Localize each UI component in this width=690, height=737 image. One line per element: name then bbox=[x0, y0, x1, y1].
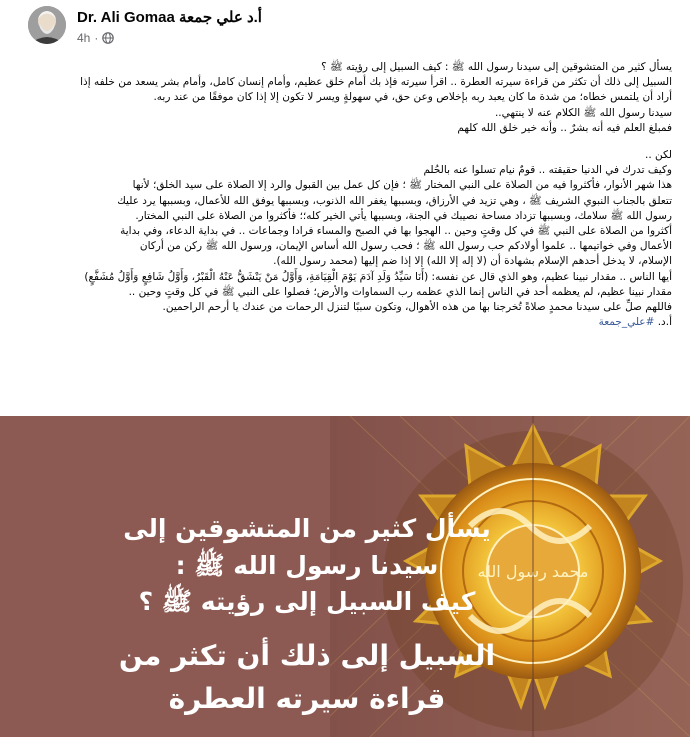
post-line: هذا شهر الأنوار، فأكثروا فيه من الصلاة على النبي المختار ﷺ ؛ فإن كل عمل بين القبول والرد إلا الصلاة على سيد الخلق؛ لأنها bbox=[132, 179, 672, 192]
post-line: الأعمال وفي خواتيمها .. علموا أولادكم حب رسول الله ﷺ ؛ فحب رسول الله أساس الإيمان، ورسول الله ﷺ ركن من أركان bbox=[139, 240, 672, 253]
post-signature-line bbox=[22, 315, 672, 330]
post-line: يسأل كثير من المتشوقين إلى سيدنا رسول الله ﷺ : كيف السبيل إلى رؤيته ﷺ ؟ bbox=[321, 61, 672, 73]
post-line: السبيل إلى ذلك أن تكثر من قراءة سيرته العطرة .. اقرأ سيرته فإذ بك أمام خلق عظيم، وأمام إنسان كامل، وأمام بشر يسعد من خلفه إذا bbox=[80, 76, 672, 89]
post-line: وكيف تدرك في الدنيا حقيقته .. قومٌ نيام تسلوا عنه بالحُلم bbox=[423, 164, 672, 177]
globe-icon bbox=[102, 32, 114, 44]
post-header bbox=[0, 0, 690, 50]
post-line: سيدنا رسول الله ﷺ الكلام عنه لا ينتهي.. bbox=[494, 106, 672, 119]
post-line: فاللهم صلِّ على سيدنا محمدٍ صلاةً تُخرجنا بها من هذه الأهوال، وتكون سببًا لتنزل الرحمات من عندك يا أرحم الراحمين. bbox=[162, 301, 672, 314]
post-time[interactable]: 4h bbox=[77, 31, 91, 45]
image-line: يسأل كثير من المتشوقين إلى bbox=[123, 514, 491, 543]
meta-separator: · bbox=[94, 31, 99, 45]
author-avatar[interactable] bbox=[28, 6, 66, 44]
post-line: تتعلق بالجناب النبوي الشريف ﷺ ، وهي تزيد في الأرزاق، وبسببها يغفر الله الذنوب، وبسببها يوفق الله للأعمال، وبسببها يرد عليك bbox=[117, 194, 672, 207]
author-name[interactable]: Dr. Ali Gomaa أ.د علي جمعة bbox=[77, 9, 262, 26]
post-line: رسول الله ﷺ سلامك، وبسببها تزداد مساحة نصيبك في الجنة، وبسببها يأتي الخير كله؛؛ فأكثروا من الصلاة على النبي المختار. bbox=[135, 209, 672, 222]
post-line: لكن .. bbox=[644, 149, 672, 162]
post-line: أراد أن يلتمس خطاه؛ من شدة ما كان يعبد ربه بإخلاص وعن حق، في سهولةٍ ويسر لا تكون إلا إذا كان موفقًا من عند ربه. bbox=[153, 91, 672, 104]
post-line: أكثروا من الصلاة على النبي ﷺ في كل وقتٍ وحين .. الهجوا بها في الصبح والمساء فرادا وجماعات .. في بداية الدعاء، وفي بداية bbox=[120, 225, 672, 238]
post-meta bbox=[77, 31, 114, 45]
image-line: كيف السبيل إلى رؤيته ﷺ ؟ bbox=[138, 587, 476, 616]
image-line: السبيل إلى ذلك أن تكثر من bbox=[118, 639, 496, 672]
image-line: قراءة سيرته العطرة bbox=[168, 682, 446, 715]
post-line: أيها الناس .. مقدار نبينا عظيم، وهو الذي قال عن نفسه: (أَنَا سَيِّدُ وَلَدِ آدَمَ يَوْمَ الْقِيَامَةِ، وَأَوَّلُ مَنْ يَنْشَقُّ عَنْهُ الْقَبْرُ، وَأَوَّلُ شَافِعٍ وَأَوَّلُ مُشَفَّعٍ) bbox=[84, 270, 672, 283]
signature: أ.د. bbox=[657, 316, 672, 329]
post-line: فمبلغ العلم فيه أنه بشرٌ .. وأنه خير خلق الله كلهم bbox=[457, 121, 672, 134]
image-line: سيدنا رسول الله ﷺ : bbox=[175, 551, 439, 580]
post-image[interactable] bbox=[0, 416, 690, 737]
hashtag-link[interactable]: #علي_جمعة bbox=[598, 316, 655, 329]
post-line: الإسلام، لا يدخل أحدهم الإسلام بشهادة أن (لا إله إلا الله) إلا إذا ضم إليها (محمد رسول الله). bbox=[273, 255, 672, 268]
post-text bbox=[22, 60, 672, 330]
paragraph-gap bbox=[22, 136, 672, 148]
calligraphy-text: محمد رسول الله bbox=[477, 562, 589, 581]
post-line: مقدار نبينا عظيم، لم يعظمه أحد في الناس إنما الذي عظمه رب السماوات والأرض؛ فصلوا على النبي ﷺ في كل وقتٍ وحين .. bbox=[128, 285, 672, 298]
image-caption bbox=[72, 510, 542, 720]
